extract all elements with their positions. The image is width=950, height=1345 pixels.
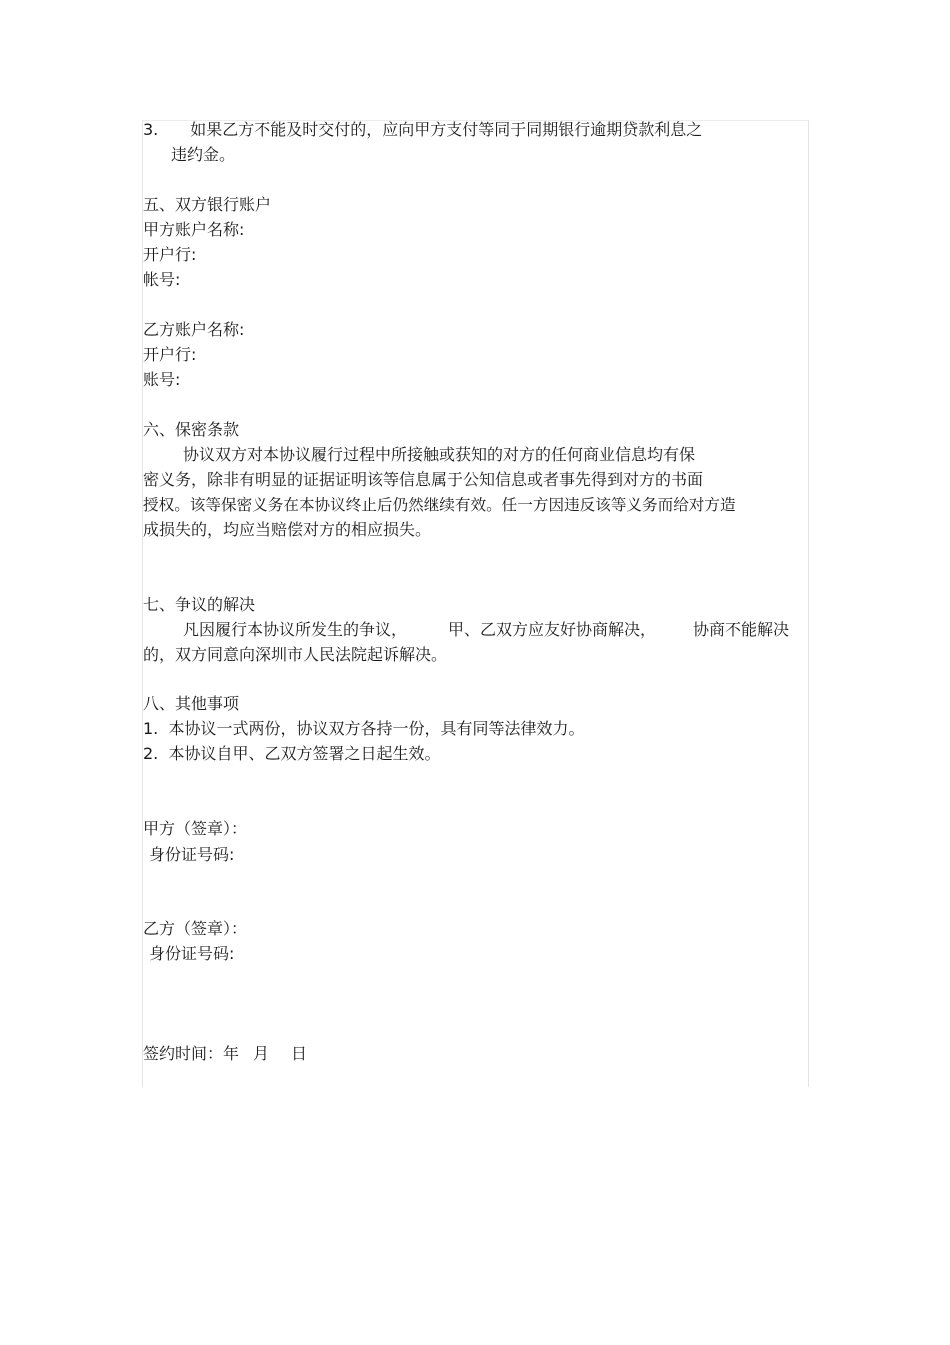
- party-a-id-number: 身份证号码:: [149, 845, 235, 864]
- section8-title: 八、其他事项: [143, 694, 240, 713]
- section6-line2: 密义务，除非有明显的证据证明该等信息属于公知信息或者事先得到对方的书面: [143, 470, 704, 489]
- party-a-account-number: 帐号:: [143, 270, 181, 289]
- signing-date-day: 日: [291, 1044, 308, 1063]
- clause-3-number: 3.: [143, 120, 159, 139]
- section7-line1-part2: 甲、乙双方应友好协商解决，: [448, 620, 657, 639]
- section7-line2: 的，双方同意向深圳市人民法院起诉解决。: [143, 645, 448, 664]
- section6-line1: 协议双方对本协议履行过程中所接触或获知的对方的任何商业信息均有保: [183, 445, 696, 464]
- section7-line1-part3: 协商不能解决: [693, 620, 790, 639]
- section5-title: 五、双方银行账户: [143, 195, 272, 214]
- section8-item1: [143, 718, 584, 740]
- party-b-signature: 乙方（签章）：: [143, 919, 248, 938]
- party-b-account-number: 账号:: [143, 370, 181, 389]
- section6-line4: 成损失的，均应当赔偿对方的相应损失。: [143, 520, 432, 539]
- section6-line3: 授权。该等保密义务在本协议终止后仍然继续有效。任一方因违反该等义务而给对方造: [143, 496, 736, 514]
- clause-3-text: 如果乙方不能及时交付的，应向甲方支付等同于同期银行逾期贷款利息之: [190, 120, 703, 139]
- party-a-account-name: 甲方账户名称:: [143, 220, 245, 239]
- section8-item1-text: 本协议一式两份，协议双方各持一份，具有同等法律效力。: [168, 719, 585, 738]
- party-a-bank: 开户行:: [143, 245, 197, 264]
- signing-date: [143, 1043, 307, 1065]
- signing-date-label: 签约时间：: [143, 1044, 224, 1063]
- clause-3-line1: [143, 119, 702, 141]
- section8-item2-number: 2.: [143, 744, 159, 763]
- party-b-account-name: 乙方账户名称:: [143, 320, 245, 339]
- signing-date-year: 年: [223, 1044, 240, 1063]
- section7-title: 七、争议的解决: [143, 595, 256, 614]
- section8-item2: [143, 743, 440, 765]
- section7-line1-part1: 凡因履行本协议所发生的争议，: [183, 620, 408, 639]
- signing-date-month: 月: [253, 1044, 270, 1063]
- section8-item2-text: 本协议自甲、乙双方签署之日起生效。: [168, 744, 441, 763]
- section6-title: 六、保密条款: [143, 420, 240, 439]
- party-b-bank: 开户行:: [143, 345, 197, 364]
- party-a-signature: 甲方（签章）：: [143, 819, 248, 838]
- party-b-id-number: 身份证号码:: [149, 944, 235, 963]
- section8-item1-number: 1.: [143, 719, 159, 738]
- clause-3-line2: 违约金。: [171, 145, 236, 164]
